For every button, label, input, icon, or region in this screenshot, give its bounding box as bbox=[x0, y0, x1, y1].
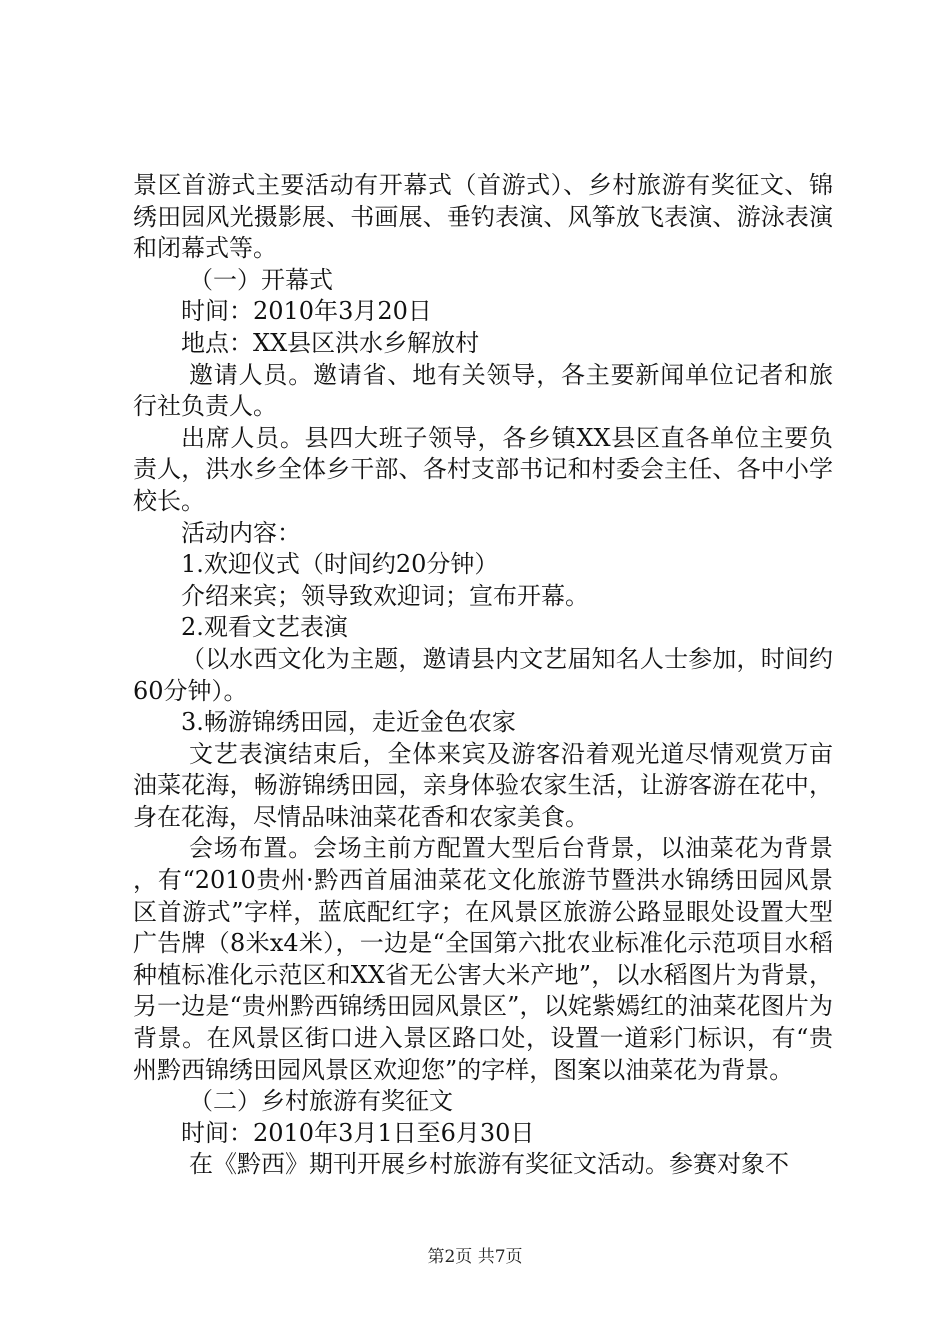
paragraph-activity-content: 活动内容： bbox=[181, 518, 301, 547]
paragraph-art-performance: 2.观看文艺表演 bbox=[181, 613, 348, 642]
paragraph-tour-details: 文艺表演结束后，全体来宾及游客沿着观光道尽情观赏万亩油菜花海，畅游锦绣田园，亲身体验农家生活，让游客游在花中，身在花海，尽情品味油菜花香和农家美食。 bbox=[133, 739, 833, 831]
paragraph-opening-time: 时间：2010年3月20日 bbox=[181, 297, 432, 326]
paragraph-opening-location: 地点：XX县区洪水乡解放村 bbox=[181, 328, 480, 357]
paragraph-intro: 景区首游式主要活动有开幕式（首游式）、乡村旅游有奖征文、锦绣田园风光摄影展、书画展、垂钓表演、风筝放飞表演、游泳表演和闭幕式等。 bbox=[133, 171, 833, 263]
paragraph-welcome-ceremony: 1.欢迎仪式（时间约20分钟） bbox=[181, 550, 499, 579]
paragraph-attendees: 出席人员。县四大班子领导，各乡镇XX县区直各单位主要负责人，洪水乡全体乡干部、各村支部书记和村委会主任、各中小学校长。 bbox=[133, 423, 833, 515]
paragraph-essay-time: 时间：2010年3月1日至6月30日 bbox=[181, 1118, 535, 1147]
paragraph-tour: 3.畅游锦绣田园，走近金色农家 bbox=[181, 708, 516, 737]
paragraph-invitees: 邀请人员。邀请省、地有关领导，各主要新闻单位记者和旅行社负责人。 bbox=[133, 360, 833, 421]
paragraph-art-performance-details: （以水西文化为主题，邀请县内文艺届知名人士参加，时间约60分钟）。 bbox=[133, 644, 833, 705]
heading-essay-contest: （二）乡村旅游有奖征文 bbox=[189, 1087, 453, 1116]
page-footer: 第2页 共7页 bbox=[427, 1247, 523, 1267]
document-body bbox=[133, 170, 833, 1181]
paragraph-essay-details: 在《黔西》期刊开展乡村旅游有奖征文活动。参赛对象不 bbox=[189, 1150, 789, 1179]
paragraph-welcome-details: 介绍来宾；领导致欢迎词；宣布开幕。 bbox=[181, 581, 589, 610]
heading-opening-ceremony: （一）开幕式 bbox=[189, 265, 333, 294]
paragraph-venue-layout: 会场布置。会场主前方配置大型后台背景，以油菜花为背景，有“2010贵州·黔西首届油菜花文化旅游节暨洪水锦绣田园风景区首游式”字样，蓝底配红字；在风景区旅游公路显眼处设置大型广告牌（8米x4米），一边是“全国第六批农业标准化示范项目水稻种植标准化示范区和XX省无公害大米产地”，以水稻图片为背景，另一边是“贵州黔西锦绣田园风景区”，以姹紫嫣红的油菜花图片为背景。在风景区街口进入景区路口处，设置一道彩门标识，有“贵州黔西锦绣田园风景区欢迎您”的字样，图案以油菜花为背景。 bbox=[133, 834, 833, 1084]
